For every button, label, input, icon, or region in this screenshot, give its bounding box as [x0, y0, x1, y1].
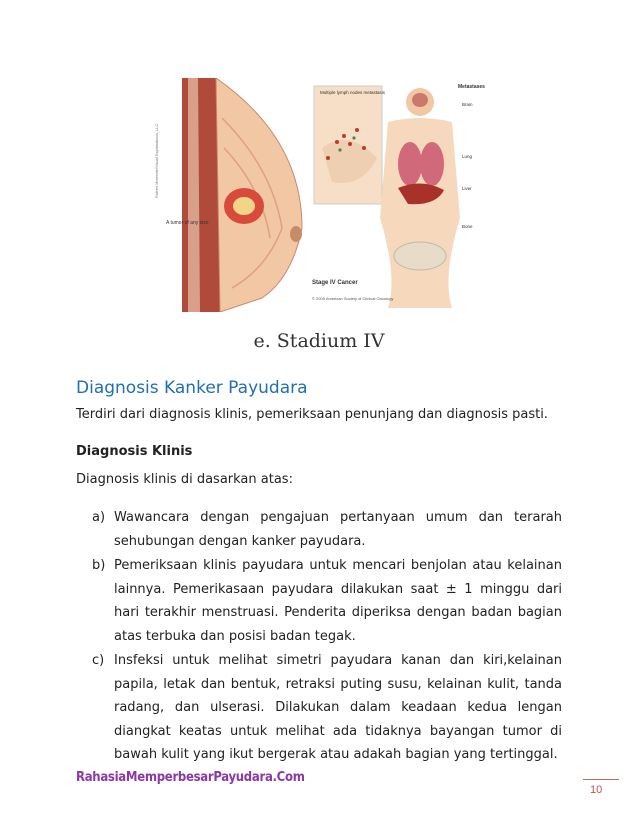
organ-label: Liver [462, 186, 472, 191]
organ-label: Lung [462, 154, 473, 159]
lead-paragraph: Diagnosis klinis di dasarkan atas: [76, 472, 293, 487]
page-number-rule [583, 779, 619, 780]
list-marker: a) [92, 510, 106, 525]
list-item-text: Pemeriksaan klinis payudara untuk mencari benjolan atau kelainan lainnya. Pemerikasaan payudara dilakukan saat ± 1 minggu dari hari terakhir menstruasi. Penderita diperiksa dengan badan bagian atas terbuka dan posisi badan tegak. [114, 558, 562, 644]
stage-iv-breast-cancer-illustration [152, 78, 488, 312]
stage-label: Stage IV Cancer [312, 280, 358, 286]
body-metastases [380, 88, 460, 308]
section-title: Diagnosis Kanker Payudara [76, 378, 308, 398]
subsection-title: Diagnosis Klinis [76, 444, 193, 459]
illustration-credit: Robert Morreale/Visual Explanations, LLC [154, 123, 159, 198]
list-item-text: Insfeksi untuk melihat simetri payudara kanan dan kiri,kelainan papila, letak dan bentuk, retraksi puting susu, kelainan kulit, tanda radang, dan ulserasi. Dilakukan dalam keadaan kedua lengan diangkat keatas untuk melihat ada tidaknya bayangan tumor di bawah kulit yang ikut bergerak atau adakah bagian yang tertinggal. [114, 653, 562, 762]
list-marker: b) [92, 558, 106, 573]
organ-label: Bone [462, 224, 473, 229]
list-marker: c) [92, 653, 105, 668]
metastases-title: Metastases [458, 84, 485, 90]
page-number: 10 [590, 784, 603, 796]
intro-paragraph: Terdiri dari diagnosis klinis, pemeriksaan penunjang dan diagnosis pasti. [76, 407, 548, 422]
list-item-text: Wawancara dengan pengajuan pertanyaan umum dan terarah sehubungan dengan kanker payudara. [114, 510, 562, 549]
tumor-label: A tumor of any size [166, 220, 209, 226]
list-item [92, 506, 562, 553]
figure-caption: e. Stadium IV [253, 330, 385, 352]
organ-label: Brain [462, 102, 473, 107]
list-item [92, 554, 562, 648]
chest-lymph-inset [314, 86, 382, 204]
lymph-label: Multiple lymph nodes metastasis [320, 90, 386, 95]
list-item [92, 649, 562, 767]
diagnosis-list [92, 506, 562, 768]
breast-cross-section [182, 78, 302, 312]
copyright: © 2005 American Society of Clinical Oncology [312, 296, 394, 301]
footer-brand: RahasiaMemperbesarPayudara.Com [76, 770, 305, 785]
